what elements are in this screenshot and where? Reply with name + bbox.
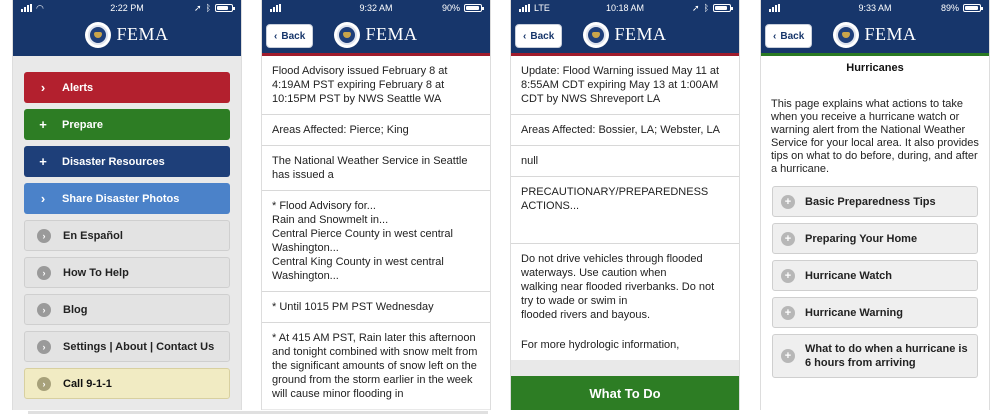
menu-item-disaster-resources[interactable]: + Disaster Resources [24, 146, 230, 177]
alert-text: null [511, 146, 739, 177]
battery-icon [464, 4, 482, 12]
plus-circle-icon: + [781, 306, 795, 320]
phone-main-menu [12, 0, 242, 410]
signal-icon [769, 4, 780, 12]
chevron-circle-icon: › [37, 303, 51, 317]
menu-item-settings-about-contact[interactable]: › Settings | About | Contact Us [24, 331, 230, 362]
main-menu [13, 56, 241, 399]
app-header [761, 16, 989, 56]
phone-hurricanes [760, 0, 990, 410]
location-icon: ➚ [692, 2, 700, 13]
wifi-icon: ◠ [36, 2, 44, 13]
battery-percent: 90% [441, 3, 460, 13]
page-intro: This page explains what actions to take when you receive a hurricane watch or warning alert from the National Weather Service for your local area. It also provides tips on what to do before, during, and after a hurricane. [771, 98, 979, 175]
menu-item-en-espanol[interactable]: › En Español [24, 220, 230, 251]
menu-item-alerts[interactable]: › Alerts [24, 72, 230, 103]
status-time: 10:18 AM [605, 3, 645, 13]
chevron-circle-icon: › [37, 229, 51, 243]
dhs-seal-icon [85, 22, 111, 48]
app-header [511, 16, 739, 56]
plus-icon: + [39, 154, 47, 169]
app-header [13, 16, 241, 56]
location-icon: ➚ [194, 2, 202, 13]
precautionary-heading: PRECAUTIONARY/PREPAREDNESS ACTIONS... [511, 177, 739, 244]
fema-logo [85, 22, 168, 48]
status-time: 9:33 AM [858, 3, 892, 13]
menu-item-prepare[interactable]: + Prepare [24, 109, 230, 140]
status-time: 2:22 PM [110, 3, 144, 13]
carrier-label: LTE [534, 3, 550, 13]
status-bar [761, 0, 989, 16]
fema-logo [334, 22, 417, 48]
chevron-left-icon: ‹ [523, 30, 527, 42]
app-header [262, 16, 490, 56]
alert-headline: Update: Flood Warning issued May 11 at 8:55AM CDT expiring May 13 at 1:00AM CDT by NWS Shreveport LA [511, 56, 739, 115]
chevron-left-icon: ‹ [773, 30, 777, 42]
status-bar [511, 0, 739, 16]
chevron-circle-icon: › [37, 340, 51, 354]
menu-item-blog[interactable]: › Blog [24, 294, 230, 325]
fema-wordmark: FEMA [116, 24, 169, 44]
menu-item-how-to-help[interactable]: › How To Help [24, 257, 230, 288]
alert-text: * Flood Advisory for... Rain and Snowmelt in... Central Pierce County in west central Washington... Central King County in west central Washington... [262, 191, 490, 292]
areas-affected: Areas Affected: Bossier, LA; Webster, LA [511, 115, 739, 146]
chevron-left-icon: ‹ [274, 30, 278, 42]
battery-icon [963, 4, 981, 12]
fema-wordmark: FEMA [365, 24, 418, 44]
phone-flood-advisory [261, 0, 491, 410]
topic-preparing-your-home[interactable]: + Preparing Your Home [772, 223, 978, 254]
page-title: Hurricanes [846, 62, 904, 74]
alert-text: The National Weather Service in Seattle has issued a [262, 146, 490, 191]
plus-icon: + [39, 117, 47, 132]
what-to-do-button[interactable]: What To Do [511, 376, 739, 410]
bluetooth-icon: ᛒ [703, 3, 709, 13]
dhs-seal-icon [833, 22, 859, 48]
back-button[interactable]: ‹ Back [266, 24, 313, 48]
chevron-right-icon: › [40, 80, 46, 95]
menu-item-share-disaster-photos[interactable]: › Share Disaster Photos [24, 183, 230, 214]
alert-text: * Until 1015 PM PST Wednesday [262, 292, 490, 323]
status-bar [13, 0, 241, 16]
dhs-seal-icon [334, 22, 360, 48]
back-button[interactable]: ‹ Back [765, 24, 812, 48]
hurricane-topics-list [761, 186, 989, 378]
battery-percent: 89% [940, 3, 959, 13]
alert-text: Do not drive vehicles through flooded waterways. Use caution when walking near flooded riverbanks. Do not try to wade or swim in flooded rivers and bayous. [521, 253, 715, 321]
topic-6-hours-from-arriving[interactable]: + What to do when a hurricane is 6 hours from arriving [772, 334, 978, 378]
alert-text: * At 415 AM PST, Rain later this afternoon and tonight combined with snow melt from the significant amounts of snow left on the ground from the storm earlier in the week will cause minor flooding in [272, 332, 478, 400]
signal-icon [270, 4, 281, 12]
back-button[interactable]: ‹ Back [515, 24, 562, 48]
menu-item-call-911[interactable]: › Call 9-1-1 [24, 368, 230, 399]
status-bar [262, 0, 490, 16]
alert-headline: Flood Advisory issued February 8 at 4:19AM PST expiring February 8 at 10:15PM PST by NWS Seattle WA [262, 56, 490, 115]
areas-affected: Areas Affected: Pierce; King [262, 115, 490, 146]
topic-hurricane-warning[interactable]: + Hurricane Warning [772, 297, 978, 328]
status-time: 9:32 AM [359, 3, 393, 13]
signal-icon [519, 4, 530, 12]
chevron-circle-icon: › [37, 266, 51, 280]
alert-text: For more hydrologic information, [521, 339, 680, 351]
alert-detail [262, 56, 490, 409]
plus-circle-icon: + [781, 349, 795, 363]
phone-flood-warning [510, 0, 740, 410]
battery-icon [215, 4, 233, 12]
chevron-circle-icon: › [37, 377, 51, 391]
chevron-right-icon: › [40, 191, 46, 206]
fema-logo [833, 22, 916, 48]
plus-circle-icon: + [781, 195, 795, 209]
signal-icon [21, 4, 32, 12]
topic-hurricane-watch[interactable]: + Hurricane Watch [772, 260, 978, 291]
fema-wordmark: FEMA [614, 24, 667, 44]
battery-icon [713, 4, 731, 12]
plus-circle-icon: + [781, 269, 795, 283]
alert-detail [511, 56, 739, 360]
fema-wordmark: FEMA [864, 24, 917, 44]
topic-basic-preparedness-tips[interactable]: + Basic Preparedness Tips [772, 186, 978, 217]
dhs-seal-icon [583, 22, 609, 48]
plus-circle-icon: + [781, 232, 795, 246]
fema-logo [583, 22, 666, 48]
bluetooth-icon: ᛒ [205, 3, 211, 13]
scroll-indicator [28, 411, 488, 414]
